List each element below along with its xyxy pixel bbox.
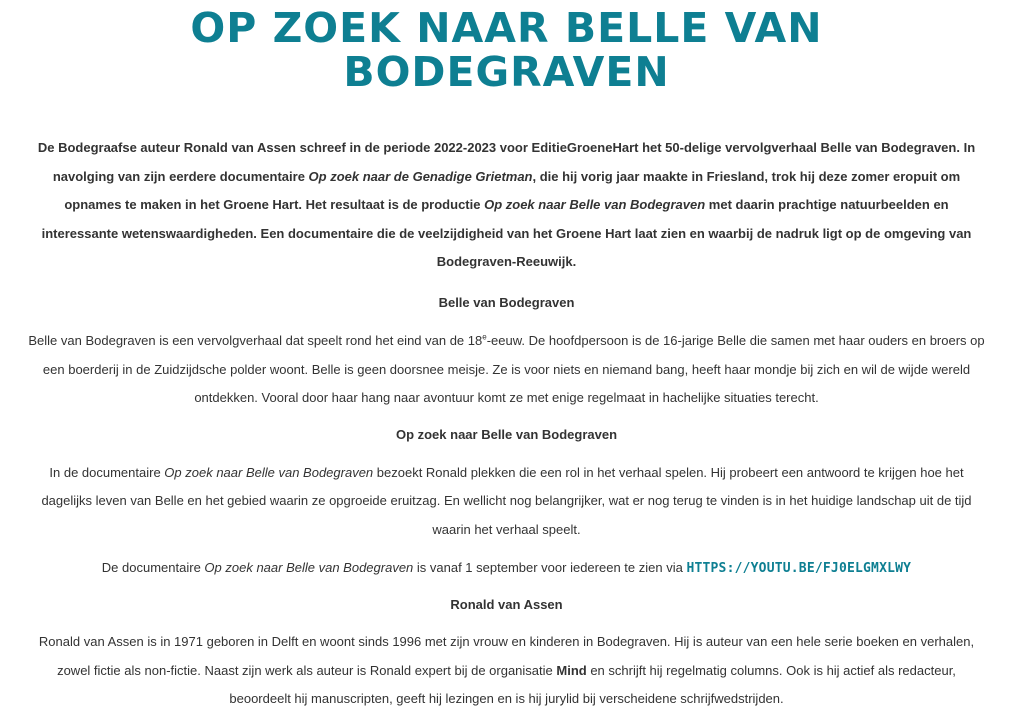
doc-text-2: bezoekt Ronald plekken die een rol in het verhaal spelen. Hij probeert een antwoord te krijgen hoe het dagelijks leven van Belle en het gebied waarin ze opgroeide eruitzag. En wellicht nog belangrijker, wat er nog terug te vinden is in het huidige landschap uit de tijd waarin het verhaal speelt. [41,464,972,537]
belle-paragraph [28,327,985,413]
youtube-link[interactable]: HTTPS://YOUTU.BE/FJ0ELGMXLWY [686,560,912,576]
intro-text-1: De Bodegraafse auteur Ronald van Assen schreef in de periode 2022-2023 voor EditieGroeneHart het 50-delige vervolgverhaal Belle van Bodegraven. In navolging van zijn eerdere documentaire [37,140,976,184]
intro-text-3: met daarin prachtige natuurbeelden en interessante wetenswaardigheden. Een documentaire die de veelzijdigheid van het Groene Hart laat zien en waarbij de nadruk ligt op de omgeving van Bodegraven-Reeuwijk. [41,197,972,270]
doc-link-text-2: is vanaf 1 september voor iedereen te zien via [413,559,687,575]
belle-text-2: -eeuw. De hoofdpersoon is de 16-jarige Belle die samen met haar ouders en broers op een boerderij in de Zuidzijdsche polder woont. Belle is geen doorsnee meisje. Ze is voor niets en niemand bang, heeft haar mondje bij zich en wil de wijde wereld ontdekken. Vooral door haar hang naar avontuur komt ze met enige regelmaat in hachelijke situaties terecht. [42,332,985,406]
intro-text-2: , die hij vorig jaar maakte in Friesland, trok hij deze zomer eropuit om opnames te maken in het Groene Hart. Het resultaat is de productie [64,168,961,213]
section-heading-belle: Belle van Bodegraven [438,294,575,310]
belle-text-1: Belle van Bodegraven is een vervolgverhaal dat speelt rond het eind van de 18 [28,332,483,348]
section-heading-author: Ronald van Assen [450,597,563,613]
intro-paragraph [28,134,985,277]
century-superscript: e [482,332,487,342]
doc-link-text-1: De documentaire [101,559,205,575]
author-paragraph [28,628,985,714]
doc-link-title: Op zoek naar Belle van Bodegraven [204,559,414,575]
doc-text-1: In de documentaire [49,464,165,480]
section-heading-documentary: Op zoek naar Belle van Bodegraven [395,426,618,442]
documentary-link-paragraph [28,554,985,584]
author-text-1: Ronald van Assen is in 1971 geboren in Delft en woont sinds 1996 met zijn vrouw en kinderen in Bodegraven. Hij is auteur van een hele serie boeken en verhalen, zowel fictie als non-fictie. Naast zijn werk als auteur is Ronald expert bij de organisatie [38,634,975,678]
page-title: OP ZOEK NAAR BELLE VAN BODEGRAVEN [190,4,823,96]
intro-title-grietman: Op zoek naar de Genadige Grietman [308,168,533,184]
intro-title-belle: Op zoek naar Belle van Bodegraven [484,197,706,213]
documentary-paragraph [28,459,985,545]
doc-title: Op zoek naar Belle van Bodegraven [164,464,374,480]
mind-organisation: Mind [556,662,587,678]
author-text-2: en schrijft hij regelmatig columns. Ook is hij actief als redacteur, beoordeelt hij manuscripten, geeft hij lezingen en is hij jurylid bij verscheidene schrijfwedstrijden. [229,662,956,707]
